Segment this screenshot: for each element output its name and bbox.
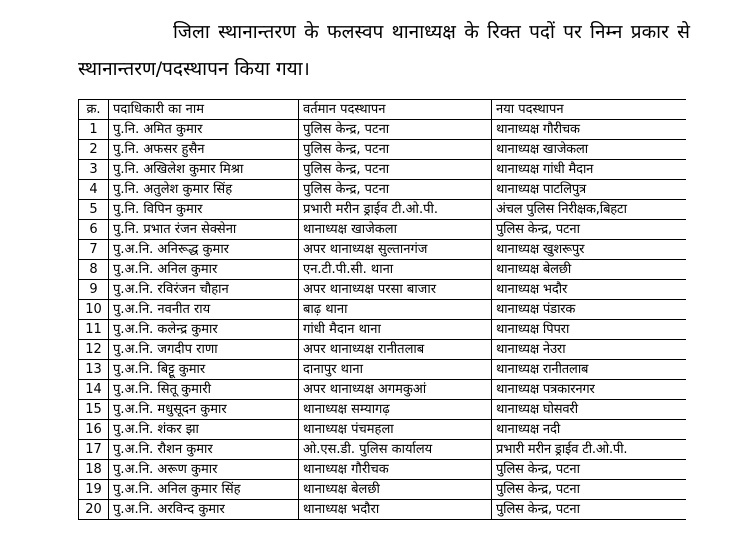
table-row <box>79 480 687 500</box>
table-row <box>79 220 687 240</box>
table-row <box>79 340 687 360</box>
table-row <box>79 400 687 420</box>
cell-serial: 8 <box>79 260 109 280</box>
cell-current-posting: पुलिस केन्द्र, पटना <box>299 120 492 140</box>
cell-officer-name: पु.अ.नि. अनिरूद्ध कुमार <box>109 240 299 260</box>
table-row <box>79 140 687 160</box>
table-row <box>79 200 687 220</box>
cell-new-posting: थानाध्यक्ष भदौर <box>492 280 687 300</box>
table-row <box>79 120 687 140</box>
cell-new-posting: थानाध्यक्ष घोसवरी <box>492 400 687 420</box>
cell-current-posting: थानाध्यक्ष पंचमहला <box>299 420 492 440</box>
table-row <box>79 440 687 460</box>
cell-serial: 17 <box>79 440 109 460</box>
cell-current-posting: अपर थानाध्यक्ष रानीतलाब <box>299 340 492 360</box>
cell-serial: 12 <box>79 340 109 360</box>
table-header-row <box>79 100 687 120</box>
cell-serial: 15 <box>79 400 109 420</box>
cell-new-posting: थानाध्यक्ष पाटलिपुत्र <box>492 180 687 200</box>
cell-new-posting: प्रभारी मरीन ड्राईव टी.ओ.पी. <box>492 440 687 460</box>
intro-paragraph: जिला स्थानान्तरण के फलस्वप थानाध्यक्ष के रिक्त पदों पर निम्न प्रकार से स्थानान्तरण/पदस्थापन किया गया। <box>78 21 690 80</box>
cell-new-posting: थानाध्यक्ष खुशरूपुर <box>492 240 687 260</box>
cell-current-posting: थानाध्यक्ष सम्यागढ़ <box>299 400 492 420</box>
cell-current-posting: अपर थानाध्यक्ष परसा बाजार <box>299 280 492 300</box>
table-row <box>79 180 687 200</box>
table-row <box>79 160 687 180</box>
table-row <box>79 360 687 380</box>
cell-officer-name: पु.नि. प्रभात रंजन सेक्सेना <box>109 220 299 240</box>
cell-current-posting: थानाध्यक्ष बेलछी <box>299 480 492 500</box>
cell-new-posting: थानाध्यक्ष पंडारक <box>492 300 687 320</box>
cell-officer-name: पु.नि. अफसर हुसैन <box>109 140 299 160</box>
cell-serial: 3 <box>79 160 109 180</box>
cell-officer-name: पु.अ.नि. अरविन्द कुमार <box>109 500 299 520</box>
cell-serial: 20 <box>79 500 109 520</box>
cell-current-posting: अपर थानाध्यक्ष अगमकुआं <box>299 380 492 400</box>
cell-officer-name: पु.अ.नि. अनिल कुमार सिंह <box>109 480 299 500</box>
cell-serial: 10 <box>79 300 109 320</box>
transfer-table-container <box>78 99 686 548</box>
cell-new-posting: पुलिस केन्द्र, पटना <box>492 480 687 500</box>
header-serial: क्र. <box>79 100 109 120</box>
cell-current-posting: गांधी मैदान थाना <box>299 320 492 340</box>
cell-new-posting: थानाध्यक्ष गौरीचक <box>492 120 687 140</box>
cell-serial: 18 <box>79 460 109 480</box>
cell-serial: 11 <box>79 320 109 340</box>
cell-officer-name: पु.अ.नि. रविरंजन चौहान <box>109 280 299 300</box>
transfer-table <box>78 99 686 520</box>
cell-current-posting: पुलिस केन्द्र, पटना <box>299 140 492 160</box>
cell-officer-name: पु.नि. विपिन कुमार <box>109 200 299 220</box>
cell-officer-name: पु.नि. अमित कुमार <box>109 120 299 140</box>
cell-new-posting: थानाध्यक्ष नदी <box>492 420 687 440</box>
cell-current-posting: पुलिस केन्द्र, पटना <box>299 160 492 180</box>
table-row <box>79 280 687 300</box>
cell-officer-name: पु.अ.नि. मधुसूदन कुमार <box>109 400 299 420</box>
cell-officer-name: पु.अ.नि. नवनीत राय <box>109 300 299 320</box>
cell-current-posting: बाढ़ थाना <box>299 300 492 320</box>
cell-officer-name: पु.अ.नि. रौशन कुमार <box>109 440 299 460</box>
cell-officer-name: पु.अ.नि. अनिल कुमार <box>109 260 299 280</box>
cell-current-posting: थानाध्यक्ष खाजेकला <box>299 220 492 240</box>
cell-serial: 9 <box>79 280 109 300</box>
table-row <box>79 420 687 440</box>
cell-officer-name: पु.नि. अखिलेश कुमार मिश्रा <box>109 160 299 180</box>
cell-current-posting: थानाध्यक्ष भदौरा <box>299 500 492 520</box>
header-current-posting: वर्तमान पदस्थापन <box>299 100 492 120</box>
cell-new-posting: थानाध्यक्ष पत्रकारनगर <box>492 380 687 400</box>
table-row <box>79 260 687 280</box>
cell-current-posting: प्रभारी मरीन ड्राईव टी.ओ.पी. <box>299 200 492 220</box>
cell-officer-name: पु.अ.नि. बिट्टू कुमार <box>109 360 299 380</box>
cell-serial: 13 <box>79 360 109 380</box>
cell-serial: 6 <box>79 220 109 240</box>
cell-new-posting: पुलिस केन्द्र, पटना <box>492 500 687 520</box>
cell-new-posting: थानाध्यक्ष रानीतलाब <box>492 360 687 380</box>
cell-current-posting: दानापुर थाना <box>299 360 492 380</box>
table-row <box>79 300 687 320</box>
table-body <box>79 120 687 520</box>
cell-current-posting: पुलिस केन्द्र, पटना <box>299 180 492 200</box>
cell-serial: 19 <box>79 480 109 500</box>
cell-serial: 14 <box>79 380 109 400</box>
cell-new-posting: थानाध्यक्ष पिपरा <box>492 320 687 340</box>
cell-officer-name: पु.अ.नि. कलेन्द्र कुमार <box>109 320 299 340</box>
cell-current-posting: एन.टी.पी.सी. थाना <box>299 260 492 280</box>
cell-serial: 16 <box>79 420 109 440</box>
cell-new-posting: थानाध्यक्ष खाजेकला <box>492 140 687 160</box>
cell-serial: 5 <box>79 200 109 220</box>
cell-new-posting: थानाध्यक्ष बेलछी <box>492 260 687 280</box>
cell-current-posting: अपर थानाध्यक्ष सुल्तानगंज <box>299 240 492 260</box>
cell-new-posting: अंचल पुलिस निरीक्षक,बिहटा <box>492 200 687 220</box>
cell-current-posting: थानाध्यक्ष गौरीचक <box>299 460 492 480</box>
table-row <box>79 320 687 340</box>
cell-officer-name: पु.अ.नि. अरूण कुमार <box>109 460 299 480</box>
header-officer-name: पदाधिकारी का नाम <box>109 100 299 120</box>
cell-current-posting: ओ.एस.डी. पुलिस कार्यालय <box>299 440 492 460</box>
table-row <box>79 380 687 400</box>
cell-officer-name: पु.अ.नि. शंकर झा <box>109 420 299 440</box>
cell-new-posting: पुलिस केन्द्र, पटना <box>492 460 687 480</box>
cell-serial: 1 <box>79 120 109 140</box>
cell-new-posting: थानाध्यक्ष गांधी मैदान <box>492 160 687 180</box>
table-row <box>79 240 687 260</box>
cell-new-posting: पुलिस केन्द्र, पटना <box>492 220 687 240</box>
cell-officer-name: पु.नि. अतुलेश कुमार सिंह <box>109 180 299 200</box>
table-row <box>79 500 687 520</box>
header-new-posting: नया पदस्थापन <box>492 100 687 120</box>
cell-officer-name: पु.अ.नि. सितू कुमारी <box>109 380 299 400</box>
cell-serial: 4 <box>79 180 109 200</box>
cell-new-posting: थानाध्यक्ष नेउरा <box>492 340 687 360</box>
cell-serial: 7 <box>79 240 109 260</box>
table-row <box>79 460 687 480</box>
cell-officer-name: पु.अ.नि. जगदीप राणा <box>109 340 299 360</box>
cell-serial: 2 <box>79 140 109 160</box>
